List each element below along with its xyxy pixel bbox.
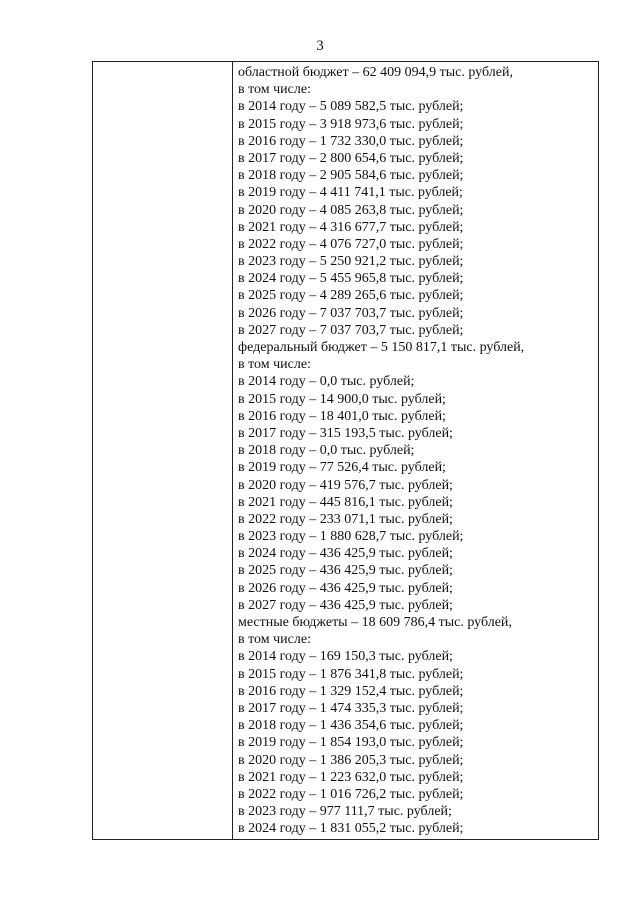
budget-line: в 2027 году – 7 037 703,7 тыс. рублей; (238, 322, 464, 338)
budget-line: федеральный бюджет – 5 150 817,1 тыс. рублей, (238, 340, 525, 355)
budget-line: в 2026 году – 436 425,9 тыс. рублей; (238, 580, 453, 596)
budget-line: в 2025 году – 436 425,9 тыс. рублей; (238, 563, 453, 579)
table-right-cell (238, 64, 594, 837)
budget-line: в 2020 году – 4 085 263,8 тыс. рублей; (238, 202, 464, 218)
budget-line: в 2022 году – 4 076 727,0 тыс. рублей; (238, 236, 464, 252)
budget-line: в 2014 году – 0,0 тыс. рублей; (238, 374, 415, 390)
budget-line: в 2021 году – 445 816,1 тыс. рублей; (238, 494, 453, 510)
table-left-cell (93, 62, 233, 839)
budget-line: в 2020 году – 419 576,7 тыс. рублей; (238, 477, 453, 493)
budget-line: областной бюджет – 62 409 094,9 тыс. рублей, (238, 65, 513, 80)
budget-line: в 2023 году – 1 880 628,7 тыс. рублей; (238, 529, 464, 545)
budget-table (92, 61, 599, 840)
budget-line: в 2014 году – 169 150,3 тыс. рублей; (238, 649, 453, 665)
budget-line: в 2016 году – 1 732 330,0 тыс. рублей; (238, 133, 464, 149)
budget-line: в 2022 году – 233 071,1 тыс. рублей; (238, 511, 453, 527)
budget-line: в 2018 году – 0,0 тыс. рублей; (238, 443, 415, 459)
budget-line: в 2025 году – 4 289 265,6 тыс. рублей; (238, 288, 464, 304)
budget-line: местные бюджеты – 18 609 786,4 тыс. рублей, (238, 615, 512, 630)
budget-line: в том числе: (238, 82, 311, 98)
budget-line: в 2015 году – 1 876 341,8 тыс. рублей; (238, 666, 464, 682)
budget-line: в 2014 году – 5 089 582,5 тыс. рублей; (238, 99, 464, 115)
budget-line: в том числе: (238, 632, 311, 648)
budget-line: в 2015 году – 14 900,0 тыс. рублей; (238, 391, 446, 407)
budget-line: в 2018 году – 2 905 584,6 тыс. рублей; (238, 168, 464, 184)
budget-line: в 2016 году – 1 329 152,4 тыс. рублей; (238, 683, 464, 699)
budget-line: в 2019 году – 1 854 193,0 тыс. рублей; (238, 735, 464, 751)
budget-line: в 2019 году – 4 411 741,1 тыс. рублей; (238, 185, 463, 201)
budget-line: в 2023 году – 5 250 921,2 тыс. рублей; (238, 254, 464, 270)
budget-line: в 2024 году – 436 425,9 тыс. рублей; (238, 546, 453, 562)
budget-line: в 2019 году – 77 526,4 тыс. рублей; (238, 460, 446, 476)
budget-line: в том числе: (238, 357, 311, 373)
budget-line: в 2016 году – 18 401,0 тыс. рублей; (238, 408, 446, 424)
budget-line: в 2023 году – 977 111,7 тыс. рублей; (238, 804, 452, 820)
budget-line: в 2027 году – 436 425,9 тыс. рублей; (238, 597, 453, 613)
budget-line: в 2021 году – 1 223 632,0 тыс. рублей; (238, 769, 464, 785)
budget-line: в 2015 году – 3 918 973,6 тыс. рублей; (238, 116, 464, 132)
budget-line: в 2017 году – 2 800 654,6 тыс. рублей; (238, 150, 464, 166)
budget-line: в 2022 году – 1 016 726,2 тыс. рублей; (238, 786, 464, 802)
budget-line: в 2024 году – 5 455 965,8 тыс. рублей; (238, 271, 464, 287)
page-number: 3 (316, 38, 324, 54)
budget-line: в 2021 году – 4 316 677,7 тыс. рублей; (238, 219, 464, 235)
budget-line: в 2017 году – 1 474 335,3 тыс. рублей; (238, 700, 464, 716)
budget-line: в 2026 году – 7 037 703,7 тыс. рублей; (238, 305, 464, 321)
budget-line: в 2024 году – 1 831 055,2 тыс. рублей; (238, 821, 464, 837)
budget-line: в 2020 году – 1 386 205,3 тыс. рублей; (238, 752, 464, 768)
budget-line: в 2017 году – 315 193,5 тыс. рублей; (238, 425, 453, 441)
budget-line: в 2018 году – 1 436 354,6 тыс. рублей; (238, 718, 464, 734)
